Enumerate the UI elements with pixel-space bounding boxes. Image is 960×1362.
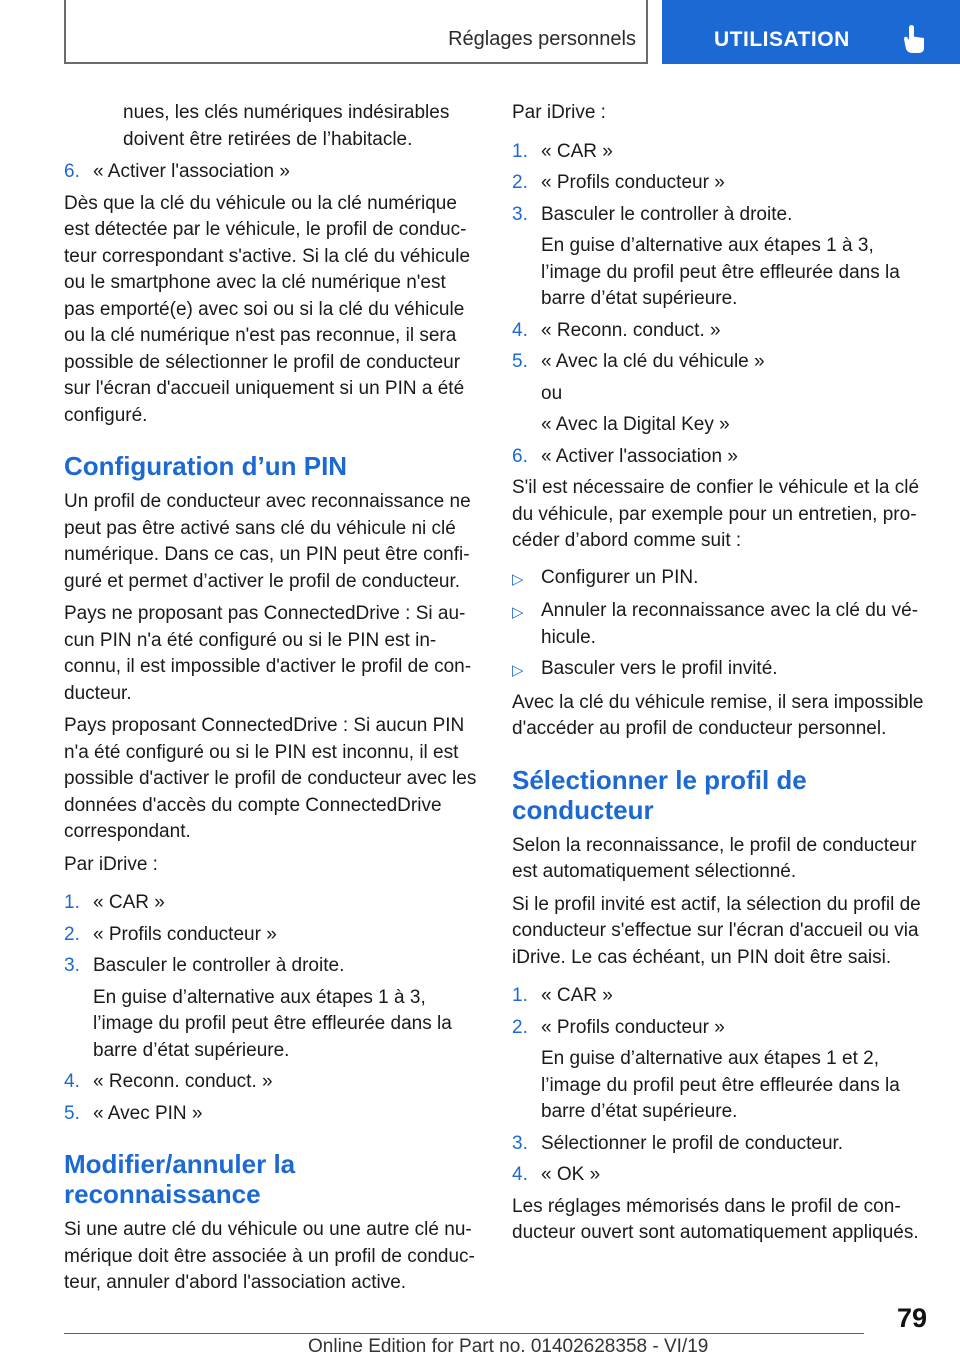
list-item — [512, 202, 926, 229]
list-item — [512, 1015, 926, 1042]
paragraph: Dès que la clé du véhicule ou la clé numérique est détectée par le véhicule, le profil de conducteur correspondant s'active. Si la clé du véhicule ou le smartphone avec la clé numérique n'est pas emporté(e) avec soi ou si la clé du véhicule ou la clé numérique n'est pas reconnue, il sera possible de sélectionner le profil de conducteur sur l'écran d'accueil uniquement si un PIN a été configuré. — [64, 192, 471, 426]
step-number: 5. — [64, 1102, 80, 1124]
left-column — [64, 100, 478, 1303]
step-text: « Reconn. conduct. » — [93, 1071, 273, 1092]
list-item — [512, 349, 926, 376]
triangle-bullet-icon: ▷ — [512, 604, 524, 621]
section-heading-modify: Modifier/annuler la reconnaissance — [64, 1149, 296, 1209]
list-item — [512, 1162, 926, 1189]
right-column — [512, 100, 926, 1253]
step-note: En guise d’alternative aux étapes 1 à 3, l’image du profil peut être effleurée dans la barre d’état supérieure. — [93, 986, 452, 1061]
step-text: « Avec PIN » — [93, 1102, 203, 1124]
paragraph: Par iDrive : — [512, 102, 606, 123]
list-item — [512, 444, 926, 471]
continued-paragraph: nues, les clés numériques indésirables doivent être retirées de l’habitacle. — [123, 102, 450, 150]
step-number: 2. — [512, 172, 528, 193]
list-item — [64, 953, 478, 980]
bullet-text: Basculer vers le profil invité. — [541, 658, 778, 679]
step-note: En guise d’alternative aux étapes 1 et 2, l’image du profil peut être effleurée dans la barre d’état supérieure. — [541, 1048, 900, 1122]
step-number: 6. — [512, 445, 528, 467]
step-number: 4. — [512, 319, 528, 341]
triangle-bullet-icon: ▷ — [512, 570, 524, 588]
paragraph: Si le profil invité est actif, la sélection du profil de conducteur s'effectue sur l'écran d'accueil ou via iDrive. Le cas échéant, un PIN doit être saisi. — [512, 893, 921, 968]
step-text: « Profils conducteur » — [541, 1016, 725, 1038]
step-number: 3. — [64, 955, 80, 976]
step-text: « CAR » — [93, 892, 165, 913]
step-text: « Activer l'association » — [541, 445, 738, 467]
step-number: 4. — [512, 1164, 528, 1185]
step-text: « Activer l'association » — [93, 161, 290, 182]
list-item — [64, 159, 478, 186]
paragraph: S'il est nécessaire de confier le véhicule et la clé du véhicule, par exemple pour un entretien, procéder d’abord comme suit : — [512, 477, 920, 551]
paragraph: Les réglages mémorisés dans le profil de conducteur ouvert sont automatiquement appliqués. — [512, 1195, 919, 1243]
step-number: 2. — [64, 923, 80, 945]
bullet-item — [512, 656, 926, 685]
chapter-tab-label: UTILISATION — [714, 28, 850, 51]
header-chapter-tab — [662, 0, 960, 64]
paragraph: Si une autre clé du véhicule ou une autre clé numérique doit être associée à un profil de conducteur, annuler d'abord l'association active. — [64, 1219, 475, 1293]
paragraph: Un profil de conducteur avec reconnaissance ne peut pas être activé sans clé du véhicule ni clé numérique. Dans ce cas, un PIN peut être configuré et permet d’activer le profil de conducteur. — [64, 491, 471, 592]
step-number: 3. — [512, 203, 528, 225]
bullet-text: Annuler la reconnaissance avec la clé du véhicule. — [541, 600, 919, 648]
paragraph: Selon la reconnaissance, le profil de conducteur est automatiquement sélectionné. — [512, 834, 917, 882]
list-item — [64, 1101, 478, 1128]
step-number: 1. — [64, 892, 80, 913]
list-item — [512, 1131, 926, 1158]
footer-edition: Online Edition for Part no. 01402628358 - VI/19 — [308, 1336, 709, 1357]
step-number: 4. — [64, 1071, 80, 1092]
pointing-hand-icon — [898, 24, 928, 59]
step-text: « CAR » — [541, 985, 613, 1006]
bullet-text: Configurer un PIN. — [541, 566, 699, 588]
paragraph: Pays proposant ConnectedDrive : Si aucun PIN n'a été configuré ou si le PIN est inconnu, il est possible d'activer le profil de conducteur avec les données d'accès du compte ConnectedDrive correspondant. — [64, 715, 477, 842]
list-item — [512, 983, 926, 1010]
step-text: « Reconn. conduct. » — [541, 319, 721, 341]
step-note: En guise d’alternative aux étapes 1 à 3, l’image du profil peut être effleurée dans la barre d’état supérieure. — [541, 235, 900, 309]
step-number: 3. — [512, 1132, 528, 1154]
step-text: « Profils conducteur » — [541, 172, 725, 193]
list-item — [64, 1069, 478, 1096]
paragraph: Avec la clé du véhicule remise, il sera impossible d'accéder au profil de conducteur personnel. — [512, 691, 924, 739]
step-note-or: ou — [541, 382, 563, 404]
paragraph: Pays ne proposant pas ConnectedDrive : Si aucun PIN n'a été configuré ou si le PIN est inconnu, il est impossible d'activer le profil de conducteur. — [64, 603, 472, 704]
step-text: « Profils conducteur » — [93, 923, 277, 945]
list-item — [64, 890, 478, 917]
list-item — [512, 318, 926, 345]
step-text: « OK » — [541, 1164, 601, 1185]
bullet-item — [512, 565, 926, 594]
step-number: 1. — [512, 140, 528, 162]
section-heading-select: Sélectionner le profil de conducteur — [512, 764, 807, 825]
step-number: 1. — [512, 985, 528, 1006]
step-text: « CAR » — [541, 140, 613, 162]
list-item — [512, 170, 926, 197]
header-section-title: Réglages personnels — [448, 28, 636, 50]
step-number: 5. — [512, 351, 528, 372]
page-number: 79 — [897, 1303, 928, 1333]
step-text: Sélectionner le profil de conducteur. — [541, 1132, 844, 1154]
step-text: Basculer le controller à droite. — [541, 203, 793, 225]
section-heading-pin: Configuration d’un PIN — [64, 451, 348, 481]
list-item — [64, 922, 478, 949]
paragraph: Par iDrive : — [64, 853, 158, 875]
step-text: Basculer le controller à droite. — [93, 955, 345, 976]
footer-divider — [64, 1333, 864, 1334]
list-item — [512, 139, 926, 166]
triangle-bullet-icon: ▷ — [512, 662, 524, 679]
step-note-alt: « Avec la Digital Key » — [541, 414, 730, 435]
bullet-item — [512, 598, 926, 651]
step-number: 6. — [64, 161, 80, 182]
step-text: « Avec la clé du véhicule » — [541, 351, 765, 372]
step-number: 2. — [512, 1016, 528, 1038]
